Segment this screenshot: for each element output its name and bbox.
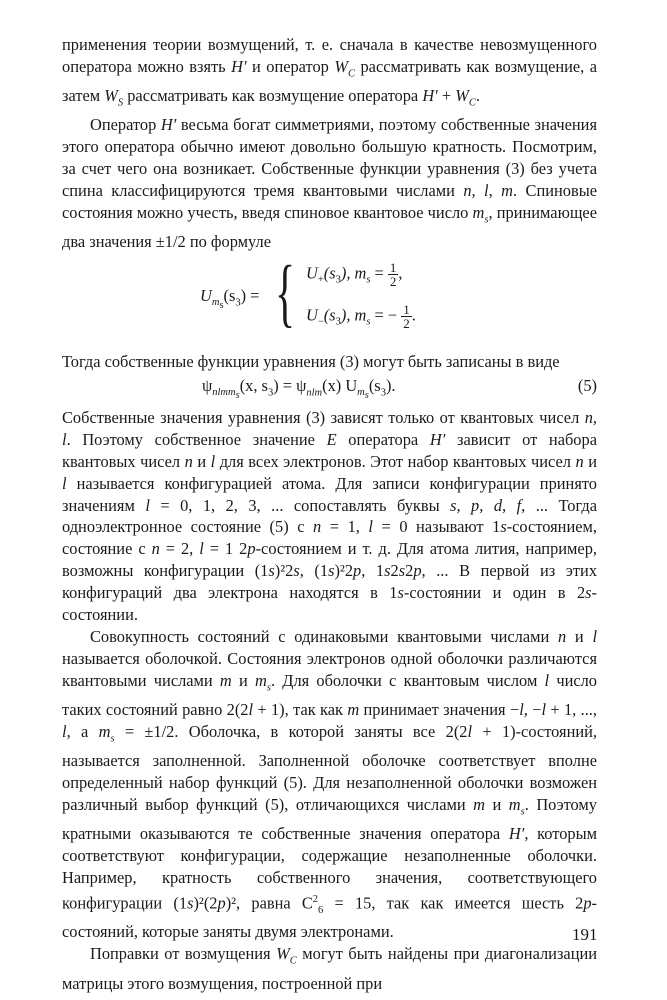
equation-number: (5) — [577, 375, 597, 395]
paragraph-4: Собственные значения уравнения (3) зависят только от квантовых чисел n, l. Поэтому собственное значение E оператора H′ зависит от набора квантовых чисел n и l для всех электронов. Этот набор квантовых чисел n и l называется конфигурацией атома. Для записи конфигурации принято значениям l = 0, 1, 2, 3, ... сопоставлять буквы s, p, d, f, ... Тогда одноэлектронное состояние (5) с n = 1, l = 0 называют 1s-состоянием, состояние с n = 2, l = 1 2p-состоянием и т. д. Для атома лития, например, возможны конфигурации (1s)²2s, (1s)²2p, 1s2s2p, ... В первой из этих конфигураций два электрона находятся в 1s-состоянии и один в 2s-состоянии. — [62, 407, 598, 625]
paragraph-2: Оператор H′ весьма богат симметриями, поэтому собственные значения этого оператора обычно имеют довольно большую кратность. Посмотрим, за счет чего она возникает. Собственные функции уравнения (3) без учета спина классифицируются тремя квантовыми числами n, l, m. Спиновые состояния можно учесть, введя спиновое квантовое число $m_s$, принимающее два значения ±1/2 по формуле — [62, 115, 598, 252]
paragraph-5: Совокупность состояний с одинаковыми квантовыми числами n и l называется оболочкой. Состояния электронов одной оболочки различаются квантовыми числами m и $m_s$. Для оболочки с квантовым числом l число таких состояний равно 2(2l + 1), так как m принимает значения −l, −l + 1, ..., l, а $m_s = \pm 1/2$. Оболочка, в которой заняты все 2(2l + 1)-состояний, называется заполненной. Заполненной оболочке соответствует вполне определенный набор функций (5). Для незаполненной оболочки возможен различный выбор функций (5), отличающихся числами m и $m_s$. Поэтому кратными оказываются те собственные значения оператора H′, которым соответствуют конфигурации, содержащие незаполненные оболочки. Например, кратность собственного значения, соответствующего конфигурации (1s)²(2p)², равна $C^2_6 = 15$, так как имеется шесть 2p-состояний, которые заняты двумя электронами. — [62, 626, 598, 942]
formula-case-2: $U_-(s_3)$, $m_s$ = − $\frac{1}{2}$ . — [306, 302, 416, 331]
formula-lhs: $U_{m_s}(s_3)$ = — [200, 286, 260, 312]
eigenfunction-formula: $\psi_{nlmm_s}(x$, $s_3) = \psi_{nlm}(x)$ $U_{m_s}(s_3)$. (5) — [202, 375, 597, 402]
paragraph-1: применения теории возмущений, т. е. сначала в качестве невозмущенного оператора можно взять H′ и оператор $W_C$ рассматривать как возмущение, а затем $W_S$ рассматривать как возмущение оператора $H' + W_C$. — [62, 35, 597, 109]
page-text — [62, 34, 597, 994]
spin-function-formula — [62, 251, 597, 339]
formula-case-1: $U_+(s_3)$, $m_s$ = $\frac{1}{2}$ , — [306, 260, 403, 289]
page-number: 191 — [572, 925, 598, 944]
paragraph-6: Поправки от возмущения $W_C$ могут быть найдены при диагонализации матрицы этого возмущения, построенной при — [62, 944, 598, 993]
left-brace: { — [275, 251, 296, 335]
paragraph-3: Тогда собственные функции уравнения (3) могут быть записаны в виде — [62, 352, 560, 371]
